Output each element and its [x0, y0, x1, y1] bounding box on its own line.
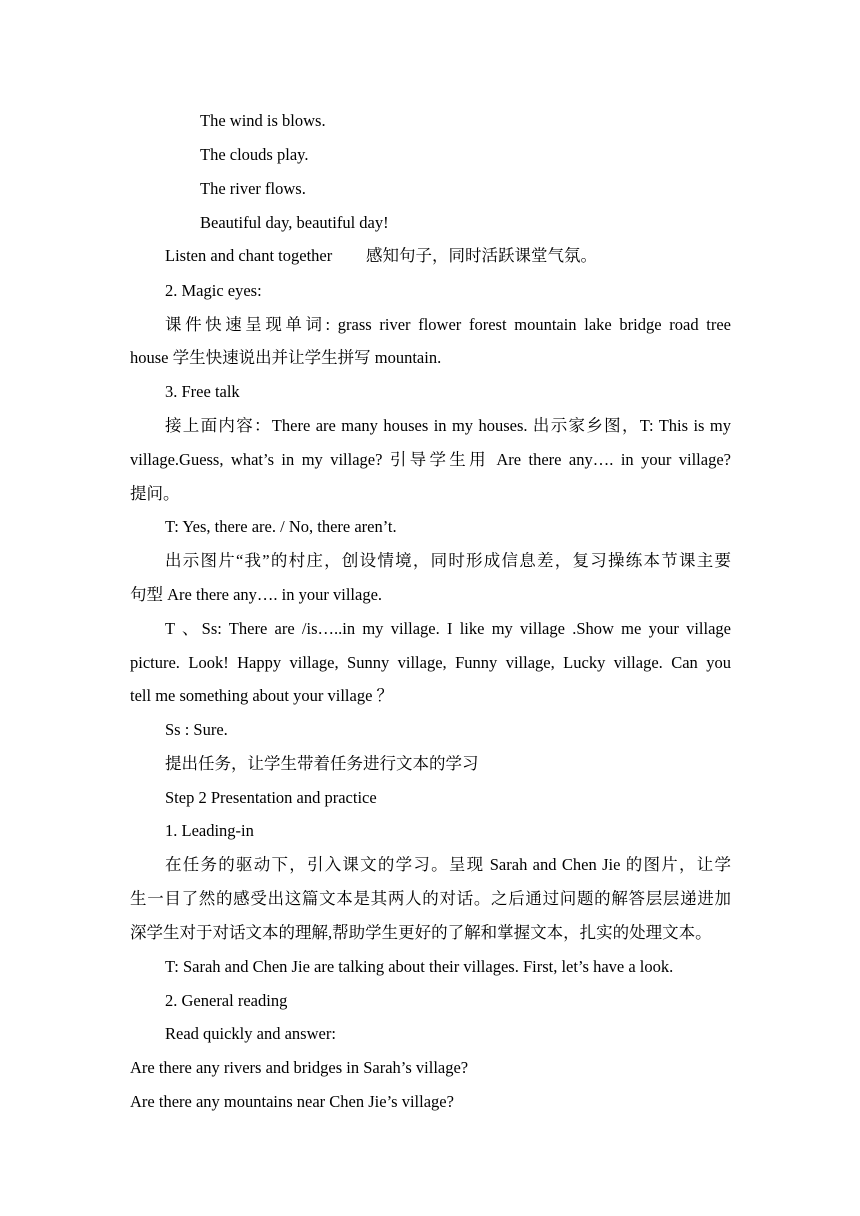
leading-in-line-3: 深学生对于对话文本的理解,帮助学生更好的了解和掌握文本，扎实的处理文本。: [130, 923, 712, 942]
teacher-line: T: Sarah and Chen Jie are talking about their villages. First, let’s have a look.: [165, 957, 674, 976]
question-1: Are there any rivers and bridges in Sarah’s village?: [130, 1058, 469, 1077]
leading-in-heading: 1. Leading-in: [165, 821, 254, 840]
leading-in-line-1: 在任务的驱动下，引入课文的学习。呈现 Sarah and Chen Jie 的图片，让学: [165, 855, 731, 874]
magic-eyes-text-line-2: house 学生快速说出并让学生拼写 mountain.: [130, 348, 442, 367]
chant-line-4: Beautiful day, beautiful day!: [200, 213, 389, 232]
step2-heading: Step 2 Presentation and practice: [165, 788, 377, 807]
general-reading-heading: 2. General reading: [165, 991, 288, 1010]
question-2: Are there any mountains near Chen Jie’s village?: [130, 1092, 454, 1111]
free-talk-heading: 3. Free talk: [165, 382, 240, 401]
listen-purpose: 感知句子，同时活跃课堂气氛。: [366, 246, 597, 265]
free-talk-p3-line-1: T 、Ss: There are /is…..in my village. I like my village .Show me your village: [165, 619, 731, 638]
chant-line-2: The clouds play.: [200, 145, 309, 164]
task-statement: 提出任务，让学生带着任务进行文本的学习: [165, 754, 479, 773]
free-talk-p1-line-2: village.Guess, what’s in my village? 引导学生用 Are there any…. in your village?: [130, 450, 731, 469]
free-talk-p1-line-3: 提问。: [130, 484, 180, 503]
free-talk-p3-line-3: tell me something about your village ？: [130, 686, 394, 705]
magic-eyes-heading: 2. Magic eyes:: [165, 281, 262, 300]
free-talk-p1-line-1: 接上面内容：There are many houses in my houses. 出示家乡图，T: This is my: [165, 416, 731, 435]
chant-line-1: The wind is blows.: [200, 111, 326, 130]
leading-in-line-2: 生一目了然的感受出这篇文本是其两人的对话。之后通过问题的解答层层递进加: [130, 889, 731, 908]
free-talk-p3-line-2: picture. Look! Happy village, Sunny village, Funny village, Lucky village. Can you: [130, 653, 731, 672]
free-talk-p2-line-2: 句型 Are there any…. in your village.: [130, 585, 383, 604]
magic-eyes-text-line-1: 课件快速呈现单词: grass river flower forest mountain lake bridge road tree: [165, 315, 731, 334]
free-talk-p2-line-1: 出示图片“我”的村庄，创设情境，同时形成信息差，复习操练本节课主要: [165, 551, 731, 570]
chant-line-3: The river flows.: [200, 179, 306, 198]
listen-activity: Listen and chant together: [165, 246, 333, 265]
teacher-reply: T: Yes, there are. / No, there aren’t.: [165, 517, 397, 536]
students-reply: Ss : Sure.: [165, 720, 228, 739]
read-instruction: Read quickly and answer:: [165, 1024, 336, 1043]
